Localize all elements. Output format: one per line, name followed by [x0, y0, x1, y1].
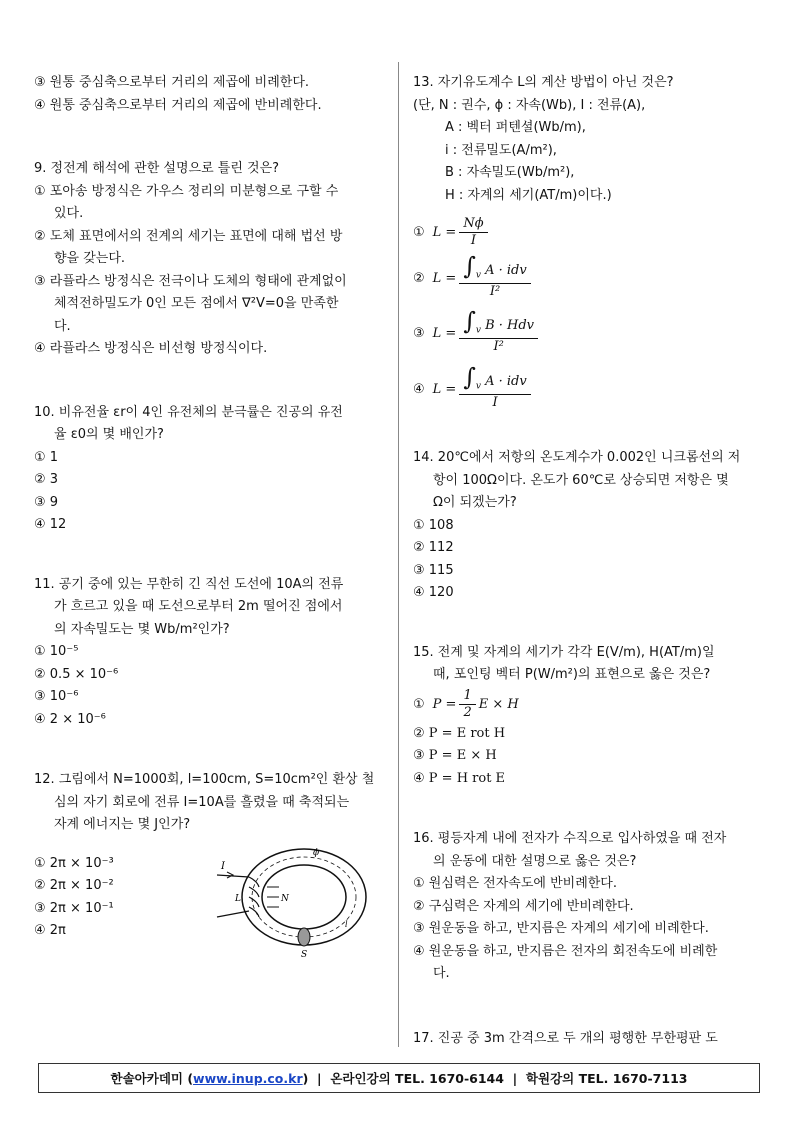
q12-option-2: ② 2π × 10⁻² [34, 878, 114, 893]
fig-label-l-small: l [345, 919, 348, 929]
q9-option-4: ④ 라플라스 방정식은 비선형 방정식이다. [34, 341, 268, 356]
q13-note-1: (단, N : 권수, ϕ : 자속(Wb), I : 전류(A), [413, 97, 646, 113]
q14-option-3: ③ 115 [413, 562, 454, 578]
q10-option-1: ① 1 [34, 449, 59, 465]
q13-note-5: H : 자계의 세기(AT/m)이다.) [445, 187, 612, 203]
q9-option-1b: 있다. [54, 206, 84, 221]
question-9 [34, 158, 384, 361]
q9-option-2b: 향을 갖는다. [54, 251, 126, 266]
q13-note-2: A : 벡터 퍼텐셜(Wb/m), [445, 120, 586, 135]
q16-option-1: ① 원심력은 전자속도에 반비례한다. [413, 876, 617, 891]
q9-option-3c: 다. [54, 318, 71, 334]
question-11-title-b: 가 흐르고 있을 때 도선으로부터 2m 떨어진 점에서 [54, 599, 343, 614]
footer-academy: 한솔아카데미 ( [110, 1071, 194, 1086]
q16-option-2: ② 구심력은 자계의 세기에 반비례한다. [413, 898, 634, 914]
prev-option-4: ④ 원통 중심축으로부터 거리의 제곱에 반비례한다. [34, 97, 322, 113]
question-10-title-b: 율 ε0의 몇 배인가? [54, 427, 164, 442]
q13-o2-den: I² [489, 284, 501, 300]
q11-option-4: ④ 2 × 10⁻⁶ [34, 711, 106, 727]
question-15-title-a: 15. 전계 및 자계의 세기가 각각 E(V/m), H(AT/m)일 [413, 644, 715, 660]
q10-option-2: ② 3 [34, 472, 59, 487]
q16-option-4b: 다. [433, 966, 450, 981]
q13-note-4: B : 자속밀도(Wb/m²), [445, 165, 575, 180]
question-14-title-a: 14. 20℃에서 저항의 온도계수가 0.002인 니크롬선의 저 [413, 450, 741, 465]
q14-option-2: ② 112 [413, 540, 454, 555]
question-14 [413, 447, 765, 605]
q9-option-1a: ① 포아송 방정식은 가우스 정리의 미분형으로 구할 수 [34, 183, 339, 199]
q10-option-3: ③ 9 [34, 494, 59, 510]
q11-option-2: ② 0.5 × 10⁻⁶ [34, 666, 119, 682]
toroid-figure [209, 839, 369, 959]
prev-option-3: ③ 원통 중심축으로부터 거리의 제곱에 비례한다. [34, 75, 310, 90]
q13-o4-num: A · idv [485, 373, 527, 389]
question-10 [34, 402, 384, 537]
q13-o4-den: I [492, 395, 498, 411]
q15-option-1: ① P = $\frac{1}{2}$ E × H [413, 688, 519, 720]
q14-option-1: ① 108 [413, 517, 454, 533]
fig-label-l-big: L [235, 893, 241, 904]
left-column [34, 72, 384, 959]
q13-option-1: ① L = $\frac{N\phi}{I}$ [413, 213, 765, 251]
q13-option-3: ③ L = $\frac{\int_v B \cdot Hdv}{\text{I²}}$ [413, 305, 765, 361]
fig-label-phi: ϕ [313, 847, 320, 858]
question-12 [34, 769, 384, 959]
q13-o1-num: Nϕ [459, 216, 487, 233]
footer-bar [38, 1063, 760, 1093]
question-13 [413, 72, 765, 417]
q13-o2-num: A · idv [485, 262, 527, 278]
question-15-title-b: 때, 포인팅 벡터 P(W/m²)의 표현으로 옳은 것은? [433, 667, 711, 682]
question-16 [413, 828, 765, 986]
question-12-title-b: 심의 자기 회로에 전류 I=10A를 흘렸을 때 축적되는 [54, 794, 350, 810]
q12-option-1: ① 2π × 10⁻³ [34, 855, 114, 871]
footer-url-link[interactable]: www.inup.co.kr [193, 1070, 303, 1086]
q10-option-4: ④ 12 [34, 517, 67, 532]
question-16-title-a: 16. 평등자계 내에 전자가 수직으로 입사하였을 때 전자 [413, 831, 727, 846]
question-10-title-a: 10. 비유전율 εr이 4인 유전체의 분극률은 진공의 유전 [34, 404, 343, 420]
question-13-title: 13. 자기유도계수 L의 계산 방법이 아닌 것은? [413, 75, 674, 90]
q15-option-3: ③ P = E × H [413, 748, 497, 763]
q15-option-2: ② P = E rot H [413, 725, 506, 741]
fig-label-n: N [281, 893, 289, 904]
q12-option-3: ③ 2π × 10⁻¹ [34, 900, 114, 916]
q16-option-3: ③ 원운동을 하고, 반지름은 자계의 세기에 비례한다. [413, 921, 709, 936]
question-17 [413, 1028, 765, 1051]
question-16-title-b: 의 운동에 대한 설명으로 옳은 것은? [433, 853, 637, 869]
q9-option-2a: ② 도체 표면에서의 전계의 세기는 표면에 대해 법선 방 [34, 228, 343, 244]
q9-option-3a: ③ 라플라스 방정식은 전극이나 도체의 형태에 관계없이 [34, 273, 347, 289]
q15-option-4: ④ P = H rot E [413, 770, 506, 786]
question-14-title-b: 항이 100Ω이다. 온도가 60℃로 상승되면 저항은 몇 [433, 472, 729, 488]
q9-option-3b: 체적전하밀도가 0인 모든 점에서 ∇²V=0을 만족한 [54, 296, 339, 311]
question-11-title-a: 11. 공기 중에 있는 무한히 긴 직선 도선에 10A의 전류 [34, 576, 344, 592]
fig-label-s: S [301, 949, 308, 959]
question-14-title-c: Ω이 되겠는가? [433, 495, 517, 510]
q13-o1-den: I [470, 232, 477, 248]
fig-label-i: I [221, 860, 225, 872]
column-divider [398, 62, 399, 1047]
q16-option-4a: ④ 원운동을 하고, 반지름은 전자의 회전속도에 비례한 [413, 943, 718, 959]
q13-option-4: ④ L = $\frac{\int_v A \cdot idv}{I}$ [413, 361, 765, 417]
question-11 [34, 574, 384, 732]
footer-contacts: ) | 온라인강의 TEL. 1670-6144 | 학원강의 TEL. 1670-7113 [302, 1071, 688, 1086]
q11-option-3: ③ 10⁻⁶ [34, 689, 79, 704]
q13-o3-num: B · Hdv [485, 317, 535, 333]
q12-option-4: ④ 2π [34, 923, 66, 938]
question-9-title: 9. 정전계 해석에 관한 설명으로 틀린 것은? [34, 161, 280, 176]
q13-note-3: i : 전류밀도(A/m²), [445, 142, 557, 158]
q13-option-2: ② L = $\frac{\int_v A \cdot idv}{\text{I²}}$ [413, 251, 765, 305]
question-17-title-a: 17. 진공 중 3m 간격으로 두 개의 평행한 무한평판 도 [413, 1030, 718, 1046]
q14-option-4: ④ 120 [413, 585, 454, 600]
q13-o3-den: I² [493, 339, 504, 355]
question-11-title-c: 의 자속밀도는 몇 Wb/m²인가? [54, 621, 230, 637]
question-15 [413, 642, 765, 791]
right-column [413, 72, 765, 1050]
q11-option-1: ① 10⁻⁵ [34, 644, 79, 659]
question-12-title-a: 12. 그림에서 N=1000회, l=100cm, S=10cm²인 환상 철 [34, 772, 375, 787]
question-12-title-c: 자계 에너지는 몇 J인가? [54, 817, 191, 832]
